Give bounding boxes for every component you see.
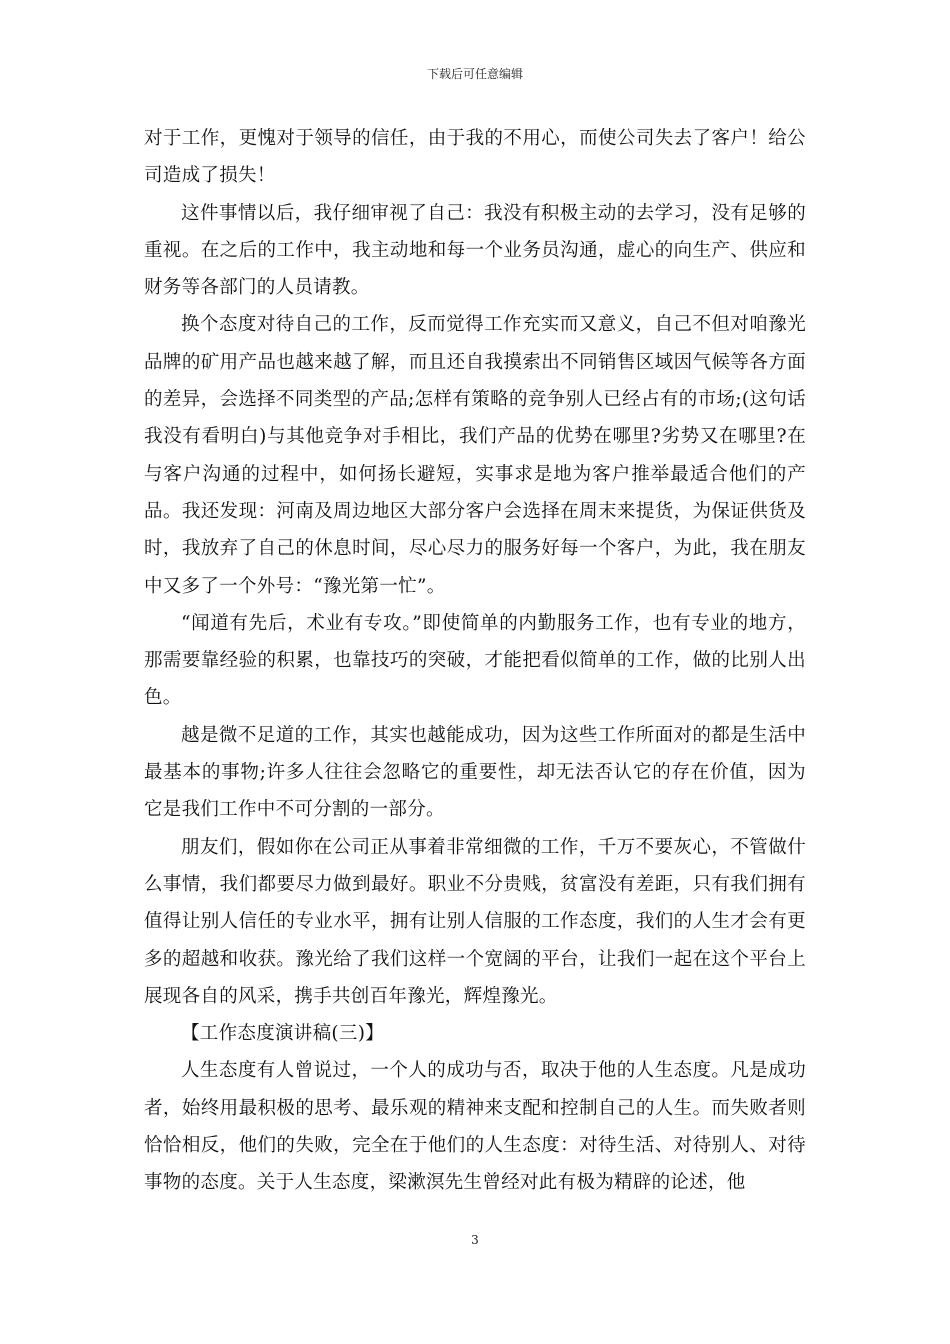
paragraph-5: 越是微不足道的工作，其实也越能成功，因为这些工作所面对的都是生活中最基本的事物;许多人往往会忽略它的重要性，却无法否认它的存在价值，因为它是我们工作中不可分割的一部分。	[144, 724, 806, 821]
paragraph-6: 朋友们，假如你在公司正从事着非常细微的工作，千万不要灰心，不管做什么事情，我们都要尽力做到最好。职业不分贵贱，贫富没有差距，只有我们拥有值得让别人信任的专业水平，拥有让别人信服的工作态度，我们的人生才会有更多的超越和收获。豫光给了我们这样一个宽阔的平台，让我们一起在这个平台上展现各自的风采，携手共创百年豫光，辉煌豫光。	[144, 836, 806, 1007]
paragraph-7: 人生态度有人曾说过，一个人的成功与否，取决于他的人生态度。凡是成功者，始终用最积极的思考、最乐观的精神来支配和控制自己的人生。而失败者则恰恰相反，他们的失败，完全在于他们的人生态度：对待生活、对待别人、对待事物的态度。关于人生态度，梁漱溟先生曾经对此有极为精辟的论述，他	[144, 1060, 806, 1194]
paragraph-1: 对于工作，更愧对于领导的信任，由于我的不用心，而使公司失去了客户！给公司造成了损失！	[144, 128, 806, 187]
page-number: 3	[471, 1233, 479, 1247]
document-body	[144, 120, 806, 1202]
paragraph-2: 这件事情以后，我仔细审视了自己：我没有积极主动的去学习，没有足够的重视。在之后的工作中，我主动地和每一个业务员沟通，虚心的向生产、供应和财务等各部门的人员请教。	[144, 202, 806, 299]
page-header: 下载后可任意编辑	[426, 67, 523, 81]
paragraph-4: “闻道有先后，术业有专攻。”即使简单的内勤服务工作，也有专业的地方，那需要靠经验的积累，也靠技巧的突破，才能把看似简单的工作，做的比别人出色。	[144, 612, 806, 709]
paragraph-3: 换个态度对待自己的工作，反而觉得工作充实而又意义，自己不但对咱豫光品牌的矿用产品也越来越了解，而且还自我摸索出不同销售区域因气候等各方面的差异，会选择不同类型的产品;怎样有策略的竞争别人已经占有的市场;(这句话我没有看明白)与其他竞争对手相比，我们产品的优势在哪里?劣势又在哪里?在与客户沟通的过程中，如何扬长避短，实事求是地为客户推举最适合他们的产品。我还发现：河南及周边地区大部分客户会选择在周末来提货，为保证供货及时，我放弃了自己的休息时间，尽心尽力的服务好每一个客户，为此，我在朋友中又多了一个外号：“豫光第一忙”。	[144, 314, 806, 597]
section-heading: 【工作态度演讲稿(三)】	[181, 1023, 385, 1045]
